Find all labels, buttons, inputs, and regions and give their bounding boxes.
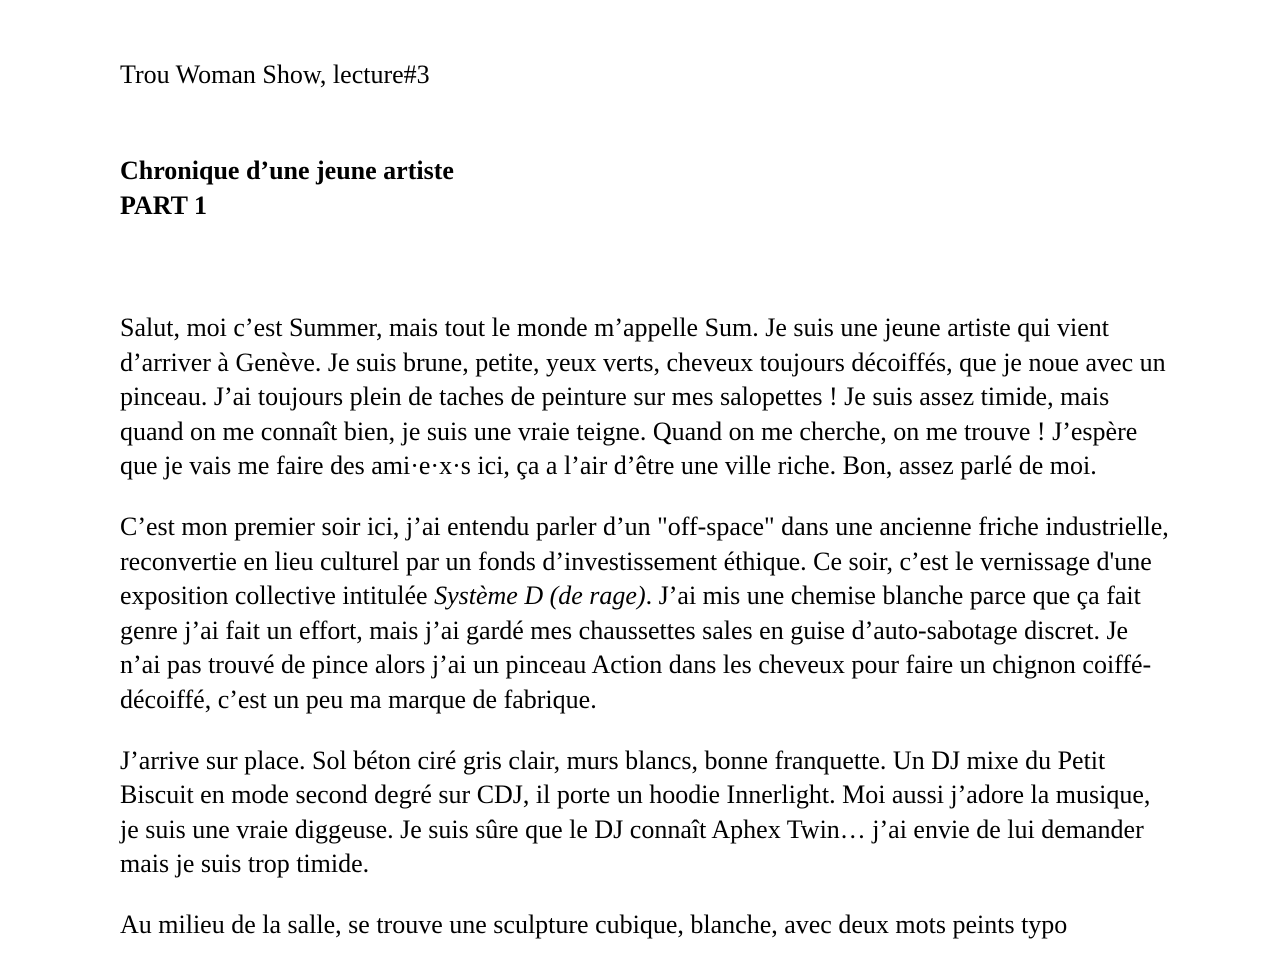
part-label: PART 1 (120, 191, 207, 220)
title-line: Chronique d’une jeune artiste (120, 156, 454, 185)
document-body (120, 311, 1170, 943)
paragraph-arrival: J’arrive sur place. Sol béton ciré gris clair, murs blancs, bonne franquette. Un DJ mixe du Petit Biscuit en mode second degré sur CDJ, il porte un hoodie Innerlight. Moi aussi j’adore la musique, je suis une vraie diggeuse. Je suis sûre que le DJ connaît Aphex Twin… j’ai envie de lui demander mais je suis trop timide. (120, 745, 1151, 879)
paragraph-first-evening (120, 510, 1170, 718)
paragraph-text: C’est mon premier soir ici, j’ai entendu parler d’un "off-space" dans une ancienne friche industrielle, reconvertie en lieu culturel par un fonds d’investissement éthique. Ce soir, c’est le vernissage d'une exposition collective intitulée (120, 511, 1169, 611)
document-header: Trou Woman Show, lecture#3 (120, 60, 430, 89)
document-title (120, 153, 1170, 223)
paragraph-sculpture: Au milieu de la salle, se trouve une sculpture cubique, blanche, avec deux mots peints typo (120, 909, 1068, 939)
document-page (120, 58, 1170, 969)
exhibition-title: Système D (de rage) (434, 581, 646, 611)
paragraph-intro: Salut, moi c’est Summer, mais tout le monde m’appelle Sum. Je suis une jeune artiste qui vient d’arriver à Genève. Je suis brune, petite, yeux verts, cheveux toujours décoiffés, que je noue avec un pinceau. J’ai toujours plein de taches de peinture sur mes salopettes ! Je suis assez timide, mais quand on me connaît bien, je suis une vraie teigne. Quand on me cherche, on me trouve ! J’espère que je vais me faire des ami·e·x·s ici, ça a l’air d’être une ville riche. Bon, assez parlé de moi. (120, 313, 1166, 481)
paragraph-text: . J’ai mis une chemise blanche parce que ça fait genre j’ai fait un effort, mais j’ai gardé mes chaussettes sales en guise d’auto-sabotage discret. Je n’ai pas trouvé de pince alors j’ai un pinceau Action dans les cheveux pour faire un chignon coiffé-décoiffé, c’est un peu ma marque de fabrique. (120, 581, 1152, 714)
